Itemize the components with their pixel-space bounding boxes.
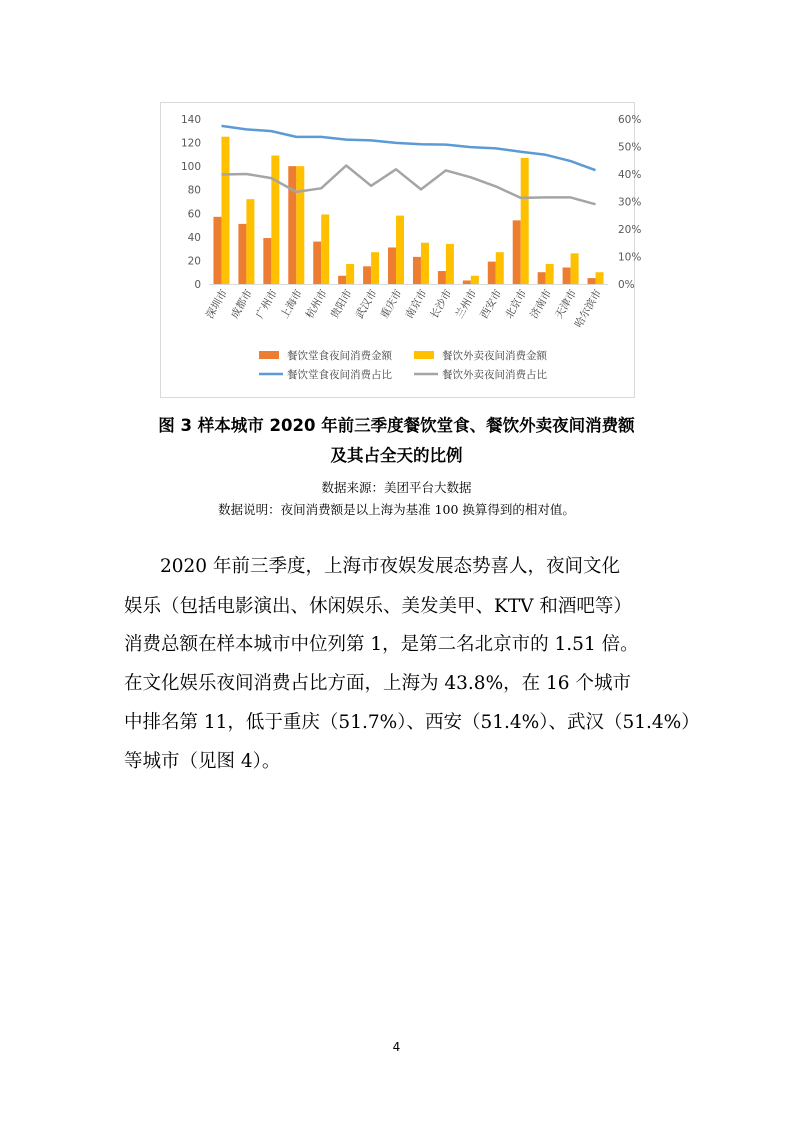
bar-dine-in: [288, 166, 296, 284]
bar-dine-in: [488, 262, 496, 284]
legend-label: 餐饮外卖夜间消费金额: [442, 350, 547, 362]
chart-svg: [161, 103, 642, 397]
y-right-tick-label: 30%: [618, 196, 642, 209]
bar-takeout: [596, 272, 604, 284]
y-left-tick-label: 80: [187, 184, 201, 197]
x-tick-label: 北京市: [503, 287, 530, 321]
bar-takeout: [546, 264, 554, 284]
x-tick-label: 武汉市: [353, 287, 380, 321]
bar-dine-in: [213, 217, 221, 284]
y-left-tick-label: 140: [180, 114, 201, 126]
bar-takeout: [471, 276, 479, 284]
x-tick-label: 成都市: [228, 287, 256, 321]
y-left-tick-label: 20: [187, 255, 201, 268]
x-tick-label: 深圳市: [203, 287, 231, 321]
x-tick-label: 贵阳市: [328, 287, 355, 321]
bar-dine-in: [413, 257, 421, 284]
legend-label: 餐饮外卖夜间消费占比: [442, 369, 547, 381]
x-tick-label: 长沙市: [428, 287, 455, 321]
y-right-tick-label: 40%: [618, 169, 642, 181]
y-left-tick-label: 40: [187, 231, 201, 244]
page-number: 4: [392, 1040, 401, 1054]
bar-dine-in: [538, 272, 546, 284]
x-tick-label: 天津市: [553, 287, 580, 321]
x-tick-label: 西安市: [478, 287, 505, 321]
chart-container: [160, 102, 642, 398]
y-right-tick-label: 20%: [618, 224, 642, 236]
bar-takeout: [271, 156, 279, 284]
bar-dine-in: [588, 278, 596, 284]
paragraph-line-6: 等城市（见图 4）。: [124, 751, 281, 772]
paragraph-line-3: 消费总额在样本城市中位列第 1，是第二名北京市的 1.51 倍。: [124, 634, 639, 655]
paragraph-line-5: 中排名第 11，低于重庆（51.7%）、西安（51.4%）、武汉（51.4%）: [124, 712, 700, 733]
bar-takeout: [446, 244, 454, 284]
bar-takeout: [346, 264, 354, 284]
figure-note: 数据说明：夜间消费额是以上海为基准 100 换算得到的相对值。: [218, 502, 575, 517]
y-right-tick-label: 60%: [618, 114, 642, 126]
bar-dine-in: [513, 220, 521, 284]
x-tick-label: 南京市: [403, 287, 430, 321]
x-tick-label: 广州市: [253, 287, 280, 321]
x-tick-label: 济南市: [528, 287, 555, 321]
bar-takeout: [396, 216, 404, 284]
bar-takeout: [221, 137, 229, 284]
bar-dine-in: [563, 268, 571, 285]
x-tick-label: 上海市: [278, 287, 305, 321]
legend-swatch: [414, 351, 434, 359]
bar-dine-in: [438, 271, 446, 284]
figure-title-line-1: 图 3 样本城市 2020 年前三季度餐饮堂食、餐饮外卖夜间消费额: [158, 416, 635, 435]
bar-dine-in: [338, 276, 346, 284]
y-right-tick-label: 0%: [618, 279, 635, 291]
bar-takeout: [571, 253, 579, 284]
legend-swatch: [259, 351, 279, 359]
bar-takeout: [246, 199, 254, 284]
y-right-tick-label: 10%: [618, 251, 642, 264]
bar-takeout: [496, 252, 504, 284]
bar-dine-in: [313, 242, 321, 284]
bar-takeout: [321, 214, 329, 284]
x-tick-label: 哈尔滨市: [572, 287, 605, 330]
bar-dine-in: [388, 247, 396, 284]
y-left-tick-label: 60: [187, 208, 201, 221]
y-right-tick-label: 50%: [618, 141, 642, 154]
y-left-tick-label: 0: [194, 279, 201, 291]
bar-dine-in: [263, 238, 271, 284]
x-tick-label: 杭州市: [303, 287, 330, 321]
x-tick-label: 重庆市: [378, 287, 405, 321]
y-left-tick-label: 120: [180, 137, 201, 150]
bar-dine-in: [238, 224, 246, 284]
legend-label: 餐饮堂食夜间消费占比: [287, 369, 392, 381]
bar-takeout: [296, 166, 304, 284]
paragraph-line-4: 在文化娱乐夜间消费占比方面，上海为 43.8%，在 16 个城市: [124, 673, 631, 694]
bar-takeout: [371, 252, 379, 284]
bar-dine-in: [363, 266, 371, 284]
figure-title-line-2: 及其占全天的比例: [330, 446, 463, 465]
figure-source: 数据来源：美团平台大数据: [321, 480, 472, 495]
x-tick-label: 兰州市: [453, 287, 480, 321]
bar-takeout: [521, 158, 529, 284]
paragraph-line-2: 娱乐（包括电影演出、休闲娱乐、美发美甲、KTV 和酒吧等）: [124, 596, 632, 617]
paragraph-line-1: 2020 年前三季度，上海市夜娱发展态势喜人，夜间文化: [160, 556, 620, 577]
bar-takeout: [421, 243, 429, 284]
y-left-tick-label: 100: [180, 161, 201, 174]
bar-dine-in: [463, 280, 471, 284]
legend-label: 餐饮堂食夜间消费金额: [287, 350, 392, 362]
